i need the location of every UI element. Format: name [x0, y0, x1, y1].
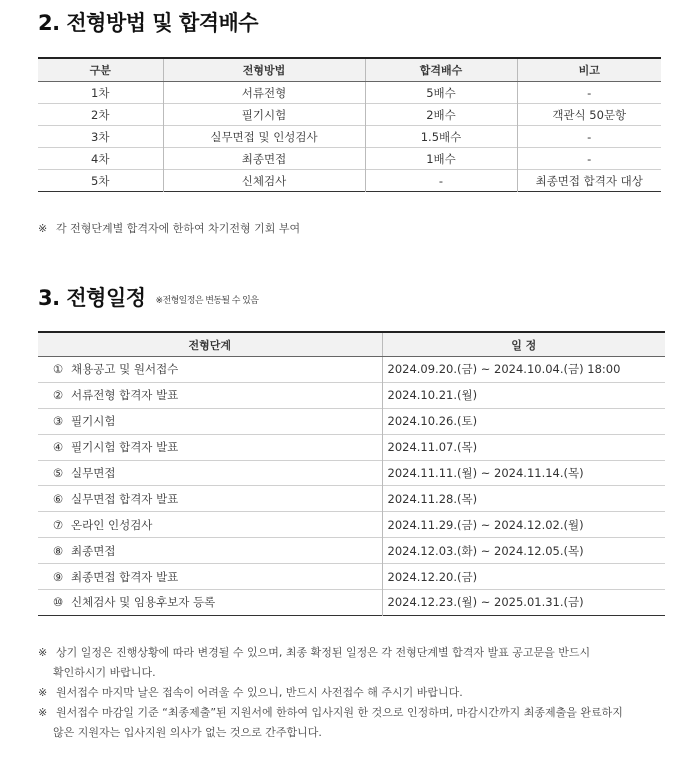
- table-row: [38, 170, 661, 192]
- cell-stage: [38, 460, 382, 486]
- cell-remark: -: [517, 148, 661, 170]
- stage-label: 실무면접 합격자 발표: [71, 491, 179, 506]
- cell-date: 2024.11.11.(월) ~ 2024.11.14.(목): [382, 460, 665, 486]
- cell-stage: [38, 512, 382, 538]
- table-row: [38, 104, 661, 126]
- note-mark: ※: [38, 686, 48, 699]
- note-text: 상기 일정은 진행상황에 따라 변경될 수 있으며, 최종 확정된 일정은 각 전형단계별 합격자 발표 공고문을 반드시: [56, 646, 591, 659]
- step-number: ⑦: [52, 517, 64, 532]
- note-text: 원서접수 마감일 기준 “최종제출”된 지원서에 한하여 입사지원 한 것으로 인정하며, 마감시간까지 최종제출을 완료하지: [56, 706, 623, 719]
- step-number: ②: [52, 388, 64, 403]
- table-header-row: [38, 58, 661, 82]
- col-header-schedule: 일 정: [382, 332, 665, 357]
- cell-method: 신체검사: [163, 170, 365, 192]
- section3-title-text: 3. 전형일정: [38, 286, 146, 310]
- stage-label: 실무면접: [71, 466, 116, 480]
- step-number: ⑩: [52, 595, 64, 610]
- cell-method: 서류전형: [163, 82, 365, 104]
- table-row: [38, 434, 665, 460]
- col-header-remark: 비고: [517, 58, 661, 82]
- cell-remark: 객관식 50문항: [517, 104, 661, 126]
- cell-remark: 최종면접 합격자 대상: [517, 170, 661, 192]
- cell-remark: -: [517, 82, 661, 104]
- step-number: ⑥: [52, 491, 64, 506]
- cell-category: 2차: [38, 104, 163, 126]
- step-number: ⑤: [52, 466, 64, 480]
- col-header-multiple: 합격배수: [365, 58, 517, 82]
- note-item: [38, 643, 623, 683]
- cell-method: 최종면접: [163, 148, 365, 170]
- cell-category: 1차: [38, 82, 163, 104]
- cell-multiple: 1배수: [365, 148, 517, 170]
- schedule-change-notice: ※전형일정은 변동될 수 있음: [155, 296, 259, 306]
- table-row: [38, 408, 665, 434]
- cell-stage: [38, 590, 382, 616]
- cell-stage: [38, 538, 382, 564]
- step-number: ⑧: [52, 543, 64, 558]
- cell-multiple: -: [365, 170, 517, 192]
- table-row: [38, 382, 665, 408]
- stage-label: 서류전형 합격자 발표: [71, 388, 179, 403]
- note-item: [38, 683, 623, 703]
- step-number: ⑨: [52, 569, 64, 584]
- cell-method: 실무면접 및 인성검사: [163, 126, 365, 148]
- table-row: [38, 148, 661, 170]
- step-number: ①: [52, 362, 64, 377]
- table-row: [38, 538, 665, 564]
- cell-stage: [38, 486, 382, 512]
- table-row: [38, 82, 661, 104]
- schedule-notes: [38, 643, 623, 743]
- table-row: [38, 590, 665, 616]
- stage-label: 필기시험 합격자 발표: [71, 440, 179, 455]
- table-row: [38, 460, 665, 486]
- cell-date: 2024.11.29.(금) ~ 2024.12.02.(월): [382, 512, 665, 538]
- cell-date: 2024.11.28.(목): [382, 486, 665, 512]
- cell-date: 2024.10.26.(토): [382, 408, 665, 434]
- cell-remark: -: [517, 126, 661, 148]
- cell-date: 2024.11.07.(목): [382, 434, 665, 460]
- table-row: [38, 486, 665, 512]
- note-mark: ※: [38, 222, 48, 235]
- section2-note: [38, 219, 300, 239]
- table-row: [38, 357, 665, 383]
- note-mark: ※: [38, 646, 48, 659]
- schedule-table: [38, 331, 665, 616]
- cell-multiple: 2배수: [365, 104, 517, 126]
- cell-multiple: 1.5배수: [365, 126, 517, 148]
- cell-stage: [38, 564, 382, 590]
- cell-date: 2024.09.20.(금) ~ 2024.10.04.(금) 18:00: [382, 357, 665, 383]
- cell-date: 2024.10.21.(월): [382, 382, 665, 408]
- note-item: [38, 703, 623, 743]
- col-header-stage: 전형단계: [38, 332, 382, 357]
- step-number: ④: [52, 440, 64, 455]
- col-header-method: 전형방법: [163, 58, 365, 82]
- cell-stage: [38, 382, 382, 408]
- note-text-continued: 확인하시기 바랍니다.: [53, 666, 156, 679]
- cell-date: 2024.12.20.(금): [382, 564, 665, 590]
- cell-method: 필기시험: [163, 104, 365, 126]
- stage-label: 필기시험: [71, 414, 116, 429]
- note-mark: ※: [38, 706, 48, 719]
- stage-label: 최종면접: [71, 543, 116, 558]
- note-text-continued: 않은 지원자는 입사지원 의사가 없는 것으로 간주합니다.: [53, 726, 322, 739]
- cell-category: 5차: [38, 170, 163, 192]
- table-header-row: [38, 332, 665, 357]
- cell-multiple: 5배수: [365, 82, 517, 104]
- selection-method-table: [38, 57, 661, 192]
- section2-title: 2. 전형방법 및 합격배수: [38, 11, 259, 35]
- stage-label: 채용공고 및 원서접수: [71, 362, 179, 377]
- stage-label: 온라인 인성검사: [71, 517, 153, 532]
- col-header-category: 구분: [38, 58, 163, 82]
- table-row: [38, 126, 661, 148]
- stage-label: 최종면접 합격자 발표: [71, 569, 179, 584]
- cell-category: 3차: [38, 126, 163, 148]
- note-text: 원서접수 마지막 날은 접속이 어려울 수 있으니, 반드시 사전접수 해 주시기 바랍니다.: [56, 686, 463, 699]
- cell-date: 2024.12.03.(화) ~ 2024.12.05.(목): [382, 538, 665, 564]
- section3-title: [38, 282, 258, 312]
- stage-label: 신체검사 및 임용후보자 등록: [71, 595, 216, 610]
- cell-stage: [38, 408, 382, 434]
- cell-date: 2024.12.23.(월) ~ 2025.01.31.(금): [382, 590, 665, 616]
- table-row: [38, 512, 665, 538]
- cell-stage: [38, 434, 382, 460]
- step-number: ③: [52, 414, 64, 429]
- cell-stage: [38, 357, 382, 383]
- note-text: 각 전형단계별 합격자에 한하여 차기전형 기회 부여: [56, 222, 301, 235]
- table-row: [38, 564, 665, 590]
- cell-category: 4차: [38, 148, 163, 170]
